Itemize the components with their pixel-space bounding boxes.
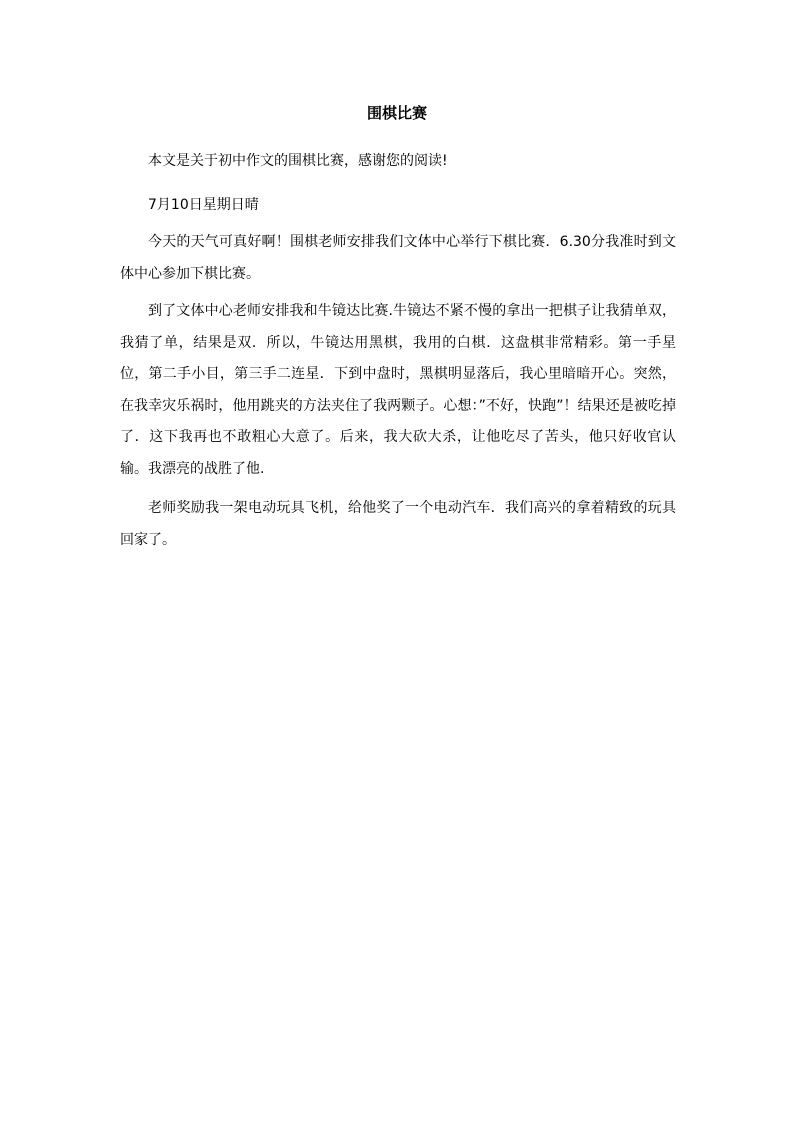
document-title: 围棋比赛 [366,104,427,122]
body-paragraph: 老师奖励我一架电动玩具飞机，给他奖了一个电动汽车．我们高兴的拿着精致的玩具回家了。 [120,500,676,548]
document-body [120,146,676,556]
body-paragraph: 今天的天气可真好啊！围棋老师安排我们文体中心举行下棋比赛．6.30分我准时到文体中心参加下棋比赛。 [120,234,676,282]
intro-paragraph: 本文是关于初中作文的围棋比赛，感谢您的阅读! [148,153,448,169]
body-paragraph: 到了文体中心老师安排我和牛镜达比赛.牛镜达不紧不慢的拿出一把棋子让我猜单双，我猜了单，结果是双．所以，牛镜达用黑棋，我用的白棋．这盘棋非常精彩。第一手星位，第二手小目，第三手二连星．下到中盘时，黑棋明显落后，我心里暗暗开心。突然，在我幸灾乐祸时，他用跳夹的方法夹住了我两颗子。心想：”不好，快跑”！结果还是被吃掉了．这下我再也不敢粗心大意了。后来，我大砍大杀，让他吃尽了苦头，他只好收官认输。我漂亮的战胜了他. [120,303,676,477]
date-line: 7月10日星期日晴 [148,196,259,213]
